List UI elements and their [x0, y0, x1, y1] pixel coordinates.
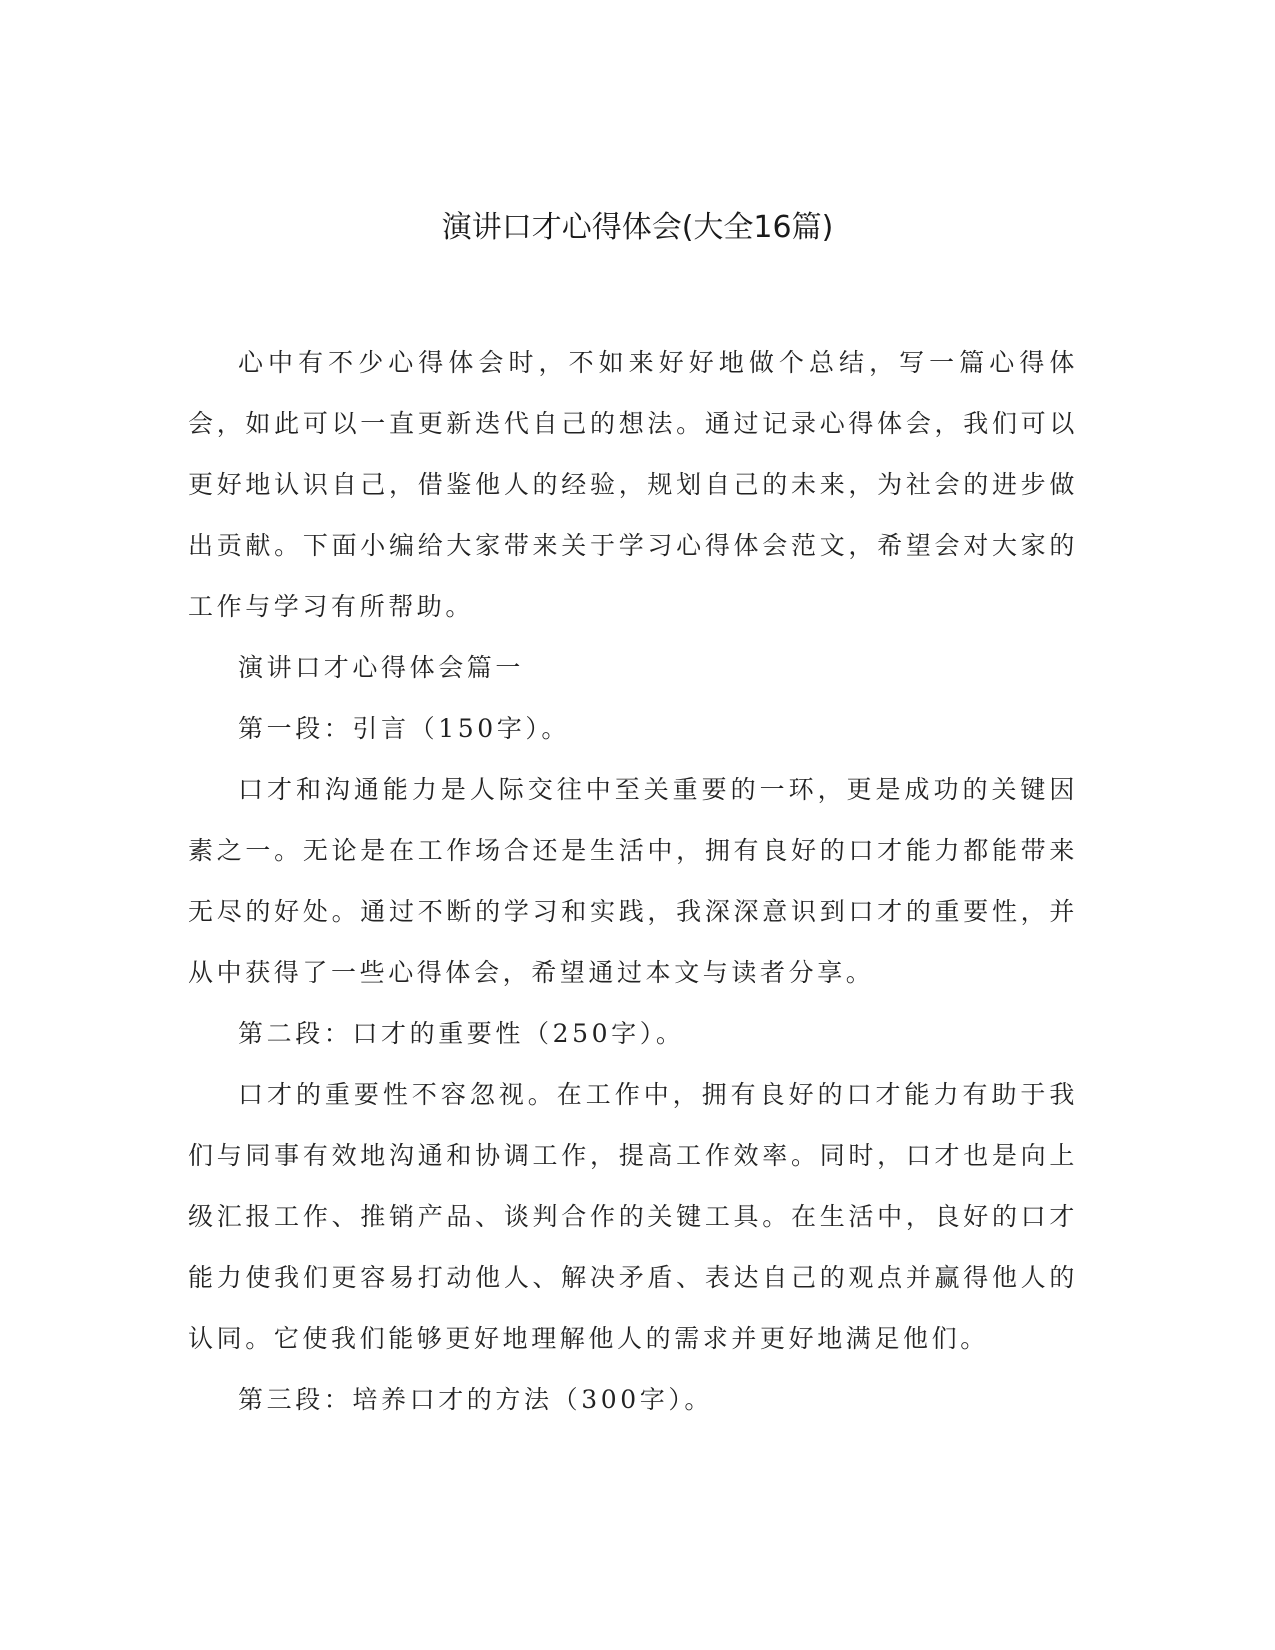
intro-paragraph: 心中有不少心得体会时，不如来好好地做个总结，写一篇心得体会，如此可以一直更新迭代自己的想法。通过记录心得体会，我们可以更好地认识自己，借鉴他人的经验，规划自己的未来，为社会的进步做出贡献。下面小编给大家带来关于学习心得体会范文，希望会对大家的工作与学习有所帮助。 [188, 348, 1078, 621]
document-title: 演讲口才心得体会(大全16篇) [441, 210, 834, 245]
body-paragraph: 口才和沟通能力是人际交往中至关重要的一环，更是成功的关键因素之一。无论是在工作场合还是生活中，拥有良好的口才能力都能带来无尽的好处。通过不断的学习和实践，我深深意识到口才的重要性，并从中获得了一些心得体会，希望通过本文与读者分享。 [188, 775, 1078, 987]
subsection-heading: 第二段：口才的重要性（250字）。 [238, 1019, 685, 1048]
subsection-heading: 第三段：培养口才的方法（300字）。 [238, 1385, 714, 1414]
subsection-heading: 第一段：引言（150字）。 [238, 714, 571, 743]
body-paragraph: 口才的重要性不容忽视。在工作中，拥有良好的口才能力有助于我们与同事有效地沟通和协调工作，提高工作效率。同时，口才也是向上级汇报工作、推销产品、谈判合作的关键工具。在生活中，良好的口才能力使我们更容易打动他人、解决矛盾、表达自己的观点并赢得他人的认同。它使我们能够更好地理解他人的需求并更好地满足他们。 [188, 1080, 1078, 1353]
section-heading: 演讲口才心得体会篇一 [238, 653, 525, 682]
document-body [188, 332, 1078, 1430]
